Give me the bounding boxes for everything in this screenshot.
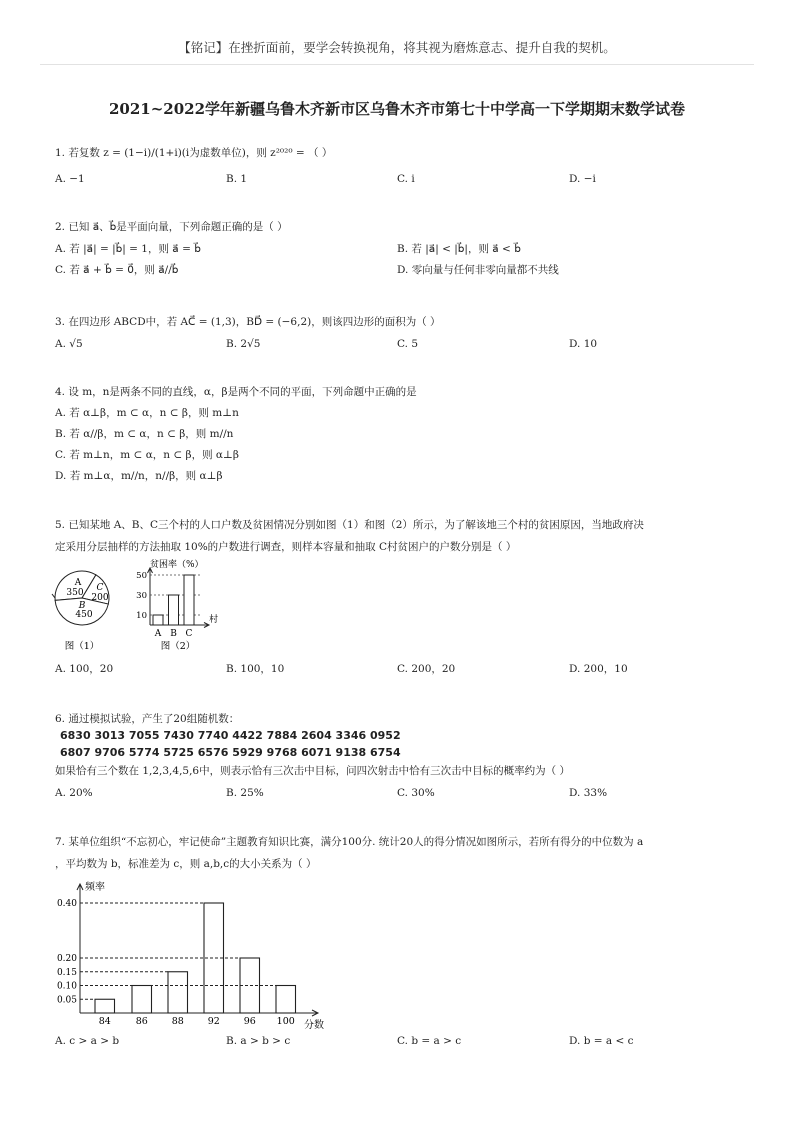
q5-option-d[interactable]: D. 200，10 (569, 663, 628, 675)
pie-label-c-value: 200 (91, 593, 109, 603)
pie-label-b: B (78, 601, 86, 611)
question-5-stem-line1: 5. 已知某地 A、B、C三个村的人口户数及贫困情况分别如图（1）和图（2）所示，为了解该地三个村的贫困原因，当地政府决 (55, 519, 644, 531)
q6-option-c[interactable]: C. 30% (397, 787, 435, 799)
q3-option-a[interactable]: A. √5 (55, 338, 83, 350)
q4-option-c[interactable]: C. 若 m⊥n，m ⊂ α，n ⊂ β，则 α⊥β (55, 449, 239, 461)
bar-x-tick-label: C (185, 629, 193, 639)
q6-option-d[interactable]: D. 33% (569, 787, 608, 799)
q5-bar-chart (130, 556, 250, 656)
header-divider (40, 64, 754, 65)
q5-option-b[interactable]: B. 100，10 (226, 663, 285, 675)
hist-x-tick-label: 86 (135, 1016, 148, 1027)
hist-y-tick-label: 0.10 (56, 981, 77, 992)
bar-chart-xlabel: 村 (209, 615, 219, 625)
q3-option-d[interactable]: D. 10 (569, 338, 598, 350)
hist-y-tick-label: 0.20 (56, 954, 77, 964)
q6-option-b[interactable]: B. 25% (226, 787, 264, 799)
q2-option-d[interactable]: D. 零向量与任何非零向量都不共线 (397, 264, 559, 276)
pie-tick-mark (52, 594, 55, 598)
hist-y-tick-label: 0.15 (56, 967, 77, 978)
pie-label-a: A (74, 578, 82, 588)
bar-y-tick-label: 30 (136, 591, 147, 601)
question-2-stem: 2. 已知 a⃗、b⃗是平面向量，下列命题正确的是（ ） (55, 221, 288, 233)
bar-a (153, 615, 163, 625)
exam-title: 2021~2022学年新疆乌鲁木齐新市区乌鲁木齐市第七十中学高一下学期期末数学试卷 (108, 100, 686, 118)
header-motto: 【铭记】在挫折面前，要学会转换视角，将其视为磨炼意志、提升自我的契机。 (178, 40, 616, 55)
q7-option-c[interactable]: C. b = a > c (397, 1035, 462, 1047)
q7-option-b[interactable]: B. a > b > c (226, 1035, 291, 1047)
question-3-stem: 3. 在四边形 ABCD中，若 AC⃗ = (1,3)，BD⃗ = (−6,2)，则该四边形的面积为（ ） (55, 316, 441, 328)
hist-bar-88 (168, 972, 188, 1013)
hist-x-tick-label: 84 (98, 1016, 111, 1027)
q4-option-d[interactable]: D. 若 m⊥α，m//n，n//β，则 α⊥β (55, 470, 223, 482)
q5-pie-chart (48, 565, 128, 655)
question-7-stem-line1: 7. 某单位组织“不忘初心，牢记使命”主题教育知识比赛，满分100分. 统计20人的得分情况如图所示，若所有得分的中位数为 a (55, 836, 644, 848)
bar-y-tick-label: 50 (136, 571, 147, 581)
q6-random-numbers-line2: 6807 9706 5774 5725 6576 5929 9768 6071 9138 6754 (60, 746, 401, 759)
question-4-stem: 4. 设 m，n是两条不同的直线，α，β是两个不同的平面，下列命题中正确的是 (55, 386, 417, 398)
question-6-stem2: 如果恰有三个数在 1,2,3,4,5,6中，则表示恰有三次击中目标，问四次射击中恰有三次击中目标的概率约为（ ） (55, 765, 570, 777)
pie-label-c: C (96, 583, 104, 593)
q3-option-c[interactable]: C. 5 (397, 338, 419, 350)
question-1-stem: 1. 若复数 z = (1−i)/(1+i)(i为虚数单位)，则 z²⁰²⁰ = （ ） (55, 147, 333, 159)
histogram-ylabel: 频率 (85, 882, 105, 893)
q7-histogram (50, 876, 350, 1034)
q1-option-c[interactable]: C. i (397, 173, 415, 185)
q5-option-c[interactable]: C. 200，20 (397, 663, 456, 675)
hist-bar-100 (276, 986, 296, 1014)
q7-option-d[interactable]: D. b = a < c (569, 1035, 634, 1047)
q4-option-a[interactable]: A. 若 α⊥β，m ⊂ α，n ⊂ β，则 m⊥n (55, 407, 239, 419)
bar-x-tick-label: A (154, 629, 162, 639)
question-7-stem-line2: ，平均数为 b，标准差为 c，则 a,b,c的大小关系为（ ） (55, 858, 317, 870)
hist-x-tick-label: 100 (276, 1016, 295, 1027)
hist-bar-86 (132, 986, 152, 1014)
hist-x-tick-label: 92 (207, 1016, 220, 1027)
hist-y-tick-label: 0.05 (56, 995, 77, 1006)
pie-label-a-value: 350 (66, 588, 84, 598)
bar-y-tick-label: 10 (136, 611, 147, 621)
histogram-xlabel: 分数 (304, 1020, 324, 1031)
q1-option-d[interactable]: D. −i (569, 173, 596, 185)
fig1-caption: 图（1） (64, 641, 100, 652)
hist-x-tick-label: 96 (243, 1016, 256, 1027)
q6-random-numbers-line1: 6830 3013 7055 7430 7740 4422 7884 2604 3346 0952 (60, 729, 401, 742)
hist-y-tick-label: 0.40 (56, 899, 77, 909)
pie-label-b-value: 450 (75, 610, 93, 620)
bar-x-tick-label: B (170, 629, 177, 639)
q2-option-c[interactable]: C. 若 a⃗ + b⃗ = 0⃗，则 a⃗//b⃗ (55, 264, 179, 276)
bar-c (184, 575, 194, 625)
q6-option-a[interactable]: A. 20% (55, 787, 93, 799)
hist-x-tick-label: 88 (171, 1016, 184, 1027)
q7-option-a[interactable]: A. c > a > b (55, 1035, 120, 1047)
q2-option-a[interactable]: A. 若 |a⃗| = |b⃗| = 1，则 a⃗ = b⃗ (55, 243, 201, 255)
hist-bar-84 (95, 999, 115, 1013)
question-6-stem: 6. 通过模拟试验，产生了20组随机数： (55, 713, 240, 725)
q3-option-b[interactable]: B. 2√5 (226, 338, 261, 350)
bar-b (169, 595, 179, 625)
q5-option-a[interactable]: A. 100，20 (55, 663, 114, 675)
q1-option-b[interactable]: B. 1 (226, 173, 248, 185)
bar-chart-ylabel: 贫困率（%） (150, 560, 204, 570)
q1-option-a[interactable]: A. −1 (55, 173, 85, 185)
fig2-caption: 图（2） (160, 641, 196, 652)
q4-option-b[interactable]: B. 若 α//β，m ⊂ α，n ⊂ β，则 m//n (55, 428, 234, 440)
question-5-stem-line2: 定采用分层抽样的方法抽取 10%的户数进行调查，则样本容量和抽取 C村贫困户的户数分别是（ ） (55, 541, 517, 553)
q2-option-b[interactable]: B. 若 |a⃗| < |b⃗|，则 a⃗ < b⃗ (397, 243, 521, 255)
